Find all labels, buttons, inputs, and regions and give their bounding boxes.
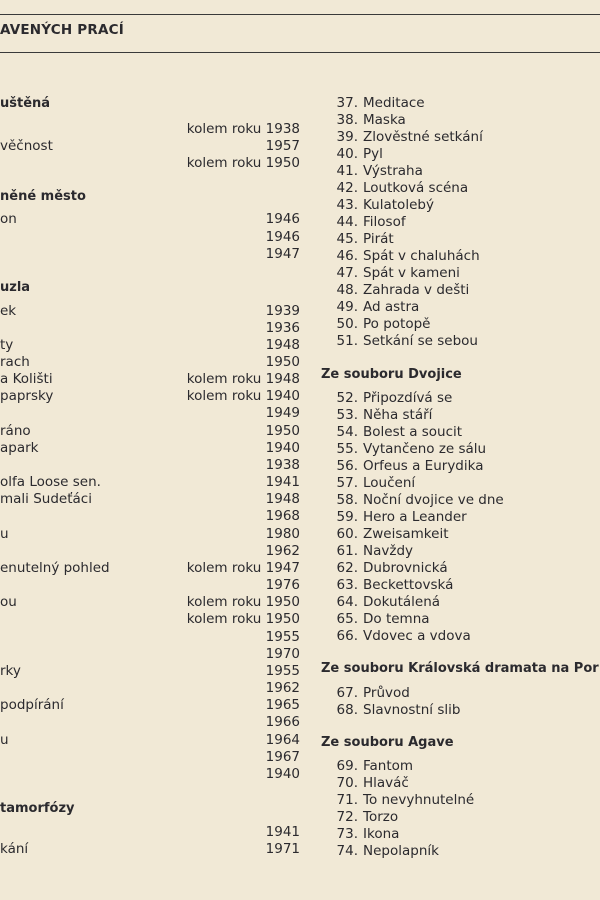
entry-number: 71.	[336, 792, 358, 808]
list-item	[330, 407, 600, 424]
entry-number: 59.	[336, 509, 358, 525]
list-item	[330, 758, 600, 775]
entry-title: Pyl	[363, 146, 383, 162]
entry-number: 62.	[336, 560, 358, 576]
page-header: AVENÝCH PRACÍ	[0, 22, 124, 38]
entry-number: 70.	[336, 775, 358, 791]
list-item	[0, 229, 300, 246]
entry-title: Loučení	[363, 475, 416, 491]
list-item	[330, 594, 600, 611]
entry-date: kolem roku 1940	[186, 388, 300, 404]
list-item	[0, 577, 300, 594]
list-item	[330, 112, 600, 129]
entry-title: Zweisamkeit	[363, 526, 449, 542]
list-item	[0, 155, 300, 172]
entry-title: Zahrada v dešti	[363, 282, 470, 298]
entry-title: u	[0, 526, 9, 542]
entry-title: olfa Loose sen.	[0, 474, 101, 490]
list-item	[330, 628, 600, 645]
entry-number: 48.	[336, 282, 358, 298]
list-item	[330, 577, 600, 594]
entry-number: 51.	[336, 333, 358, 349]
entry-title: věčnost	[0, 138, 53, 154]
entry-title: Zlověstné setkání	[363, 129, 483, 145]
list-item	[330, 299, 600, 316]
entry-number: 64.	[336, 594, 358, 610]
entry-title: ty	[0, 337, 14, 353]
list-item	[330, 509, 600, 526]
list-item	[330, 809, 600, 826]
entry-date: 1964	[265, 732, 300, 748]
section-heading: Ze souboru Agave	[321, 735, 454, 750]
list-item	[0, 337, 300, 354]
entry-date: 1962	[265, 543, 300, 559]
entry-number: 41.	[336, 163, 358, 179]
entry-title: ek	[0, 303, 17, 319]
entry-number: 38.	[336, 112, 358, 128]
header-rule	[0, 52, 600, 53]
entry-date: 1971	[265, 841, 300, 857]
entry-number: 65.	[336, 611, 358, 627]
list-item	[330, 214, 600, 231]
entry-title: Kulatolebý	[363, 197, 434, 213]
list-item	[0, 697, 300, 714]
entry-title: Ad astra	[363, 299, 420, 315]
entry-date: kolem roku 1947	[186, 560, 300, 576]
list-item	[330, 146, 600, 163]
list-item	[0, 714, 300, 731]
entry-date: 1948	[265, 337, 300, 353]
list-item	[0, 611, 300, 628]
entry-number: 40.	[336, 146, 358, 162]
entry-date: 1938	[265, 457, 300, 473]
list-item	[0, 629, 300, 646]
list-item	[0, 246, 300, 263]
entry-number: 61.	[336, 543, 358, 559]
entry-number: 69.	[336, 758, 358, 774]
list-item	[0, 371, 300, 388]
entry-title: u	[0, 732, 9, 748]
entry-number: 45.	[336, 231, 358, 247]
entry-title: Meditace	[363, 95, 425, 111]
entry-number: 67.	[336, 685, 358, 701]
entry-title: rach	[0, 354, 30, 370]
entry-date: 1941	[265, 474, 300, 490]
entry-date: kolem roku 1948	[186, 371, 300, 387]
entry-date: 1976	[265, 577, 300, 593]
list-item	[0, 646, 300, 663]
entry-title: To nevyhnutelné	[363, 792, 475, 808]
entry-date: 1940	[265, 766, 300, 782]
entry-date: 1939	[265, 303, 300, 319]
entry-date: 1950	[265, 354, 300, 370]
list-item	[0, 766, 300, 783]
entry-title: Do temna	[363, 611, 430, 627]
entry-number: 56.	[336, 458, 358, 474]
entry-title: Noční dvojice ve dne	[363, 492, 504, 508]
entry-number: 43.	[336, 197, 358, 213]
entry-date: 1962	[265, 680, 300, 696]
list-item	[0, 543, 300, 560]
entry-number: 39.	[336, 129, 358, 145]
list-item	[0, 320, 300, 337]
list-item	[0, 560, 300, 577]
entry-number: 58.	[336, 492, 358, 508]
list-item	[0, 508, 300, 525]
top-rule	[0, 14, 600, 15]
entry-title: Ikona	[363, 826, 400, 842]
entry-title: kání	[0, 841, 29, 857]
entry-date: 1970	[265, 646, 300, 662]
list-item	[0, 405, 300, 422]
list-item	[0, 138, 300, 155]
entry-title: Vytančeno ze sálu	[363, 441, 487, 457]
entry-date: 1967	[265, 749, 300, 765]
entry-title: Dokutálená	[363, 594, 441, 610]
list-item	[330, 792, 600, 809]
list-item	[0, 474, 300, 491]
section-heading: něné město	[0, 189, 86, 204]
list-item	[330, 702, 600, 719]
entry-title: ráno	[0, 423, 31, 439]
entry-title: ou	[0, 594, 17, 610]
section-heading: Ze souboru Královská dramata na Por	[321, 661, 599, 676]
list-item	[330, 390, 600, 407]
entry-date: 1957	[265, 138, 300, 154]
entry-title: Torzo	[363, 809, 399, 825]
list-item	[0, 680, 300, 697]
entry-title: apark	[0, 440, 39, 456]
entry-number: 60.	[336, 526, 358, 542]
entry-date: 1980	[265, 526, 300, 542]
list-item	[0, 211, 300, 228]
entry-number: 50.	[336, 316, 358, 332]
entry-number: 46.	[336, 248, 358, 264]
list-item	[330, 424, 600, 441]
entry-date: 1936	[265, 320, 300, 336]
entry-date: 1955	[265, 663, 300, 679]
entry-date: kolem roku 1938	[186, 121, 300, 137]
list-item	[330, 475, 600, 492]
list-item	[0, 841, 300, 858]
entry-title: paprsky	[0, 388, 54, 404]
entry-number: 73.	[336, 826, 358, 842]
entry-number: 53.	[336, 407, 358, 423]
entry-title: Fantom	[363, 758, 414, 774]
entry-title: a Kolišti	[0, 371, 53, 387]
list-item	[330, 826, 600, 843]
entry-title: Setkání se sebou	[363, 333, 478, 349]
entry-date: 1946	[265, 211, 300, 227]
entry-number: 49.	[336, 299, 358, 315]
list-item	[330, 197, 600, 214]
section-heading: Ze souboru Dvojice	[321, 367, 462, 382]
list-item	[0, 732, 300, 749]
list-item	[330, 333, 600, 350]
list-item	[0, 440, 300, 457]
entry-title: Hlaváč	[363, 775, 409, 791]
entry-number: 47.	[336, 265, 358, 281]
entry-number: 72.	[336, 809, 358, 825]
entry-date: 1955	[265, 629, 300, 645]
list-item	[330, 526, 600, 543]
section-heading: uzla	[0, 280, 31, 295]
entry-date: kolem roku 1950	[186, 594, 300, 610]
list-item	[0, 491, 300, 508]
entry-title: Hero a Leander	[363, 509, 467, 525]
list-item	[330, 441, 600, 458]
entry-date: kolem roku 1950	[186, 611, 300, 627]
list-item	[330, 231, 600, 248]
entry-title: Slavnostní slib	[363, 702, 461, 718]
list-item	[0, 594, 300, 611]
entry-number: 74.	[336, 843, 358, 859]
list-item	[0, 423, 300, 440]
list-item	[330, 685, 600, 702]
entry-date: 1949	[265, 405, 300, 421]
entry-date: kolem roku 1950	[186, 155, 300, 171]
list-item	[330, 560, 600, 577]
list-item	[0, 526, 300, 543]
entry-title: Loutková scéna	[363, 180, 469, 196]
list-item	[0, 303, 300, 320]
list-item	[330, 129, 600, 146]
list-item	[330, 163, 600, 180]
list-item	[330, 248, 600, 265]
entry-number: 63.	[336, 577, 358, 593]
entry-date: 1966	[265, 714, 300, 730]
list-item	[330, 775, 600, 792]
list-item	[330, 843, 600, 860]
entry-title: Dubrovnická	[363, 560, 448, 576]
entry-number: 44.	[336, 214, 358, 230]
section-heading: tamorfózy	[0, 801, 75, 816]
list-item	[330, 316, 600, 333]
entry-title: Výstraha	[363, 163, 423, 179]
entry-number: 66.	[336, 628, 358, 644]
entry-title: on	[0, 211, 17, 227]
entry-title: Maska	[363, 112, 406, 128]
entry-title: Navždy	[363, 543, 414, 559]
section-heading: uštěná	[0, 96, 51, 111]
entry-title: Nepolapník	[363, 843, 439, 859]
entry-number: 52.	[336, 390, 358, 406]
entry-title: Něha stáří	[363, 407, 433, 423]
list-item	[0, 457, 300, 474]
list-item	[330, 492, 600, 509]
list-item	[330, 265, 600, 282]
entry-title: Pirát	[363, 231, 394, 247]
entry-title: Filosof	[363, 214, 406, 230]
entry-date: 1940	[265, 440, 300, 456]
entry-date: 1941	[265, 824, 300, 840]
entry-title: Beckettovská	[363, 577, 454, 593]
entry-title: Spát v kameni	[363, 265, 460, 281]
list-item	[330, 180, 600, 197]
entry-title: mali Sudeťáci	[0, 491, 92, 507]
list-item	[0, 121, 300, 138]
list-item	[0, 388, 300, 405]
entry-number: 37.	[336, 95, 358, 111]
list-item	[0, 354, 300, 371]
list-item	[330, 458, 600, 475]
list-item	[0, 663, 300, 680]
entry-title: Průvod	[363, 685, 410, 701]
list-item	[330, 611, 600, 628]
entry-title: podpírání	[0, 697, 64, 713]
entry-date: 1950	[265, 423, 300, 439]
entry-date: 1968	[265, 508, 300, 524]
list-item	[330, 543, 600, 560]
list-item	[330, 282, 600, 299]
list-item	[0, 749, 300, 766]
entry-number: 42.	[336, 180, 358, 196]
entry-title: enutelný pohled	[0, 560, 110, 576]
entry-title: Bolest a soucit	[363, 424, 463, 440]
entry-date: 1965	[265, 697, 300, 713]
entry-date: 1947	[265, 246, 300, 262]
entry-title: Orfeus a Eurydika	[363, 458, 484, 474]
entry-number: 68.	[336, 702, 358, 718]
entry-date: 1948	[265, 491, 300, 507]
entry-title: rky	[0, 663, 21, 679]
entry-number: 57.	[336, 475, 358, 491]
entry-title: Spát v chaluhách	[363, 248, 480, 264]
list-item	[330, 95, 600, 112]
entry-number: 54.	[336, 424, 358, 440]
entry-title: Vdovec a vdova	[363, 628, 471, 644]
list-item	[0, 824, 300, 841]
entry-title: Po potopě	[363, 316, 431, 332]
entry-number: 55.	[336, 441, 358, 457]
entry-date: 1946	[265, 229, 300, 245]
entry-title: Připozdívá se	[363, 390, 453, 406]
